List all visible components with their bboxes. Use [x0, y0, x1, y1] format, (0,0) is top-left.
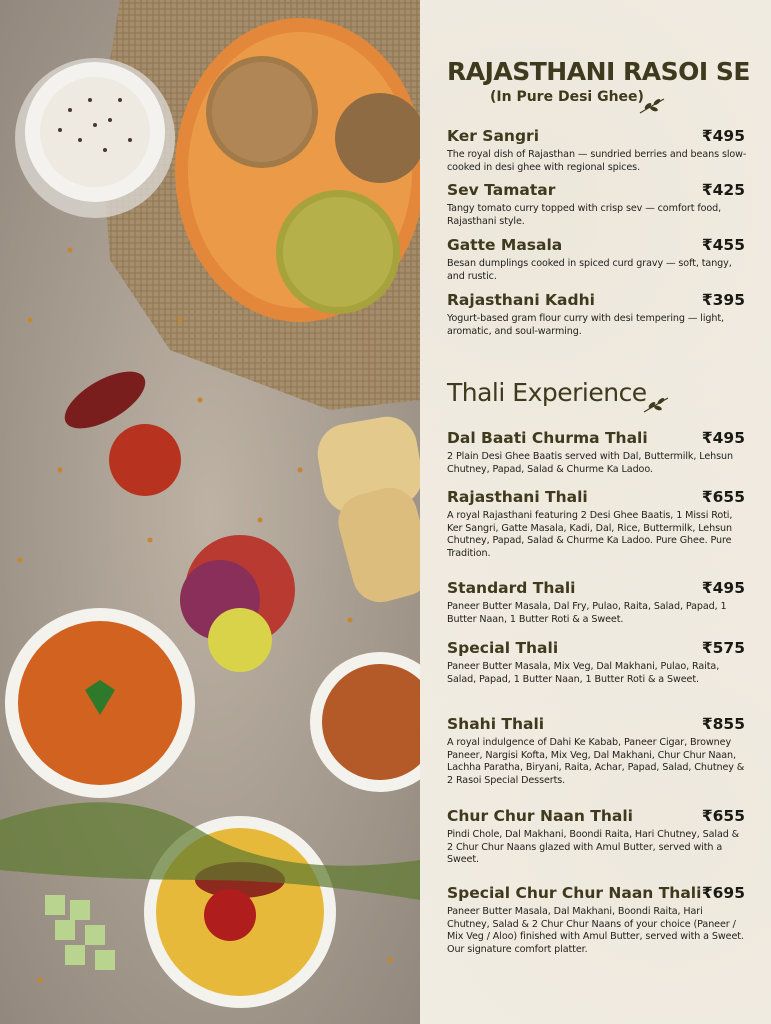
item-price: ₹425 [701, 181, 745, 199]
menu-item [447, 236, 747, 283]
menu-item [447, 639, 747, 686]
menu-panel [420, 0, 771, 1024]
menu-item [447, 488, 747, 560]
item-name: Gatte Masala [447, 236, 563, 254]
item-price: ₹455 [701, 236, 745, 254]
item-description: 2 Plain Desi Ghee Baatis served with Dal, Buttermilk, Lehsun Chutney, Papad, Salad & Churme Ka Ladoo. [447, 451, 733, 475]
item-description: A royal indulgence of Dahi Ke Kabab, Paneer Cigar, Browney Paneer, Nargisi Kofta, Mix Veg, Dal Makhani, Chur Chur Naan, Lachha Paratha, Biryani, Raita, Achar, Papad, Salad, Chutney & 2 Rasoi Special Desserts. [447, 737, 745, 786]
menu-item [447, 715, 747, 787]
item-price: ₹655 [701, 807, 745, 825]
item-price: ₹695 [701, 884, 745, 902]
item-description: Tangy tomato curry topped with crisp sev — comfort food, Rajasthani style. [447, 203, 722, 227]
item-name: Rajasthani Thali [447, 488, 588, 506]
item-name: Chur Chur Naan Thali [447, 807, 633, 825]
menu-item [447, 291, 747, 338]
section-subtitle: (In Pure Desi Ghee) [490, 89, 644, 105]
section-title-thali: Thali Experience [447, 378, 647, 407]
menu-item [447, 429, 747, 476]
item-name: Ker Sangri [447, 127, 540, 145]
item-price: ₹655 [701, 488, 745, 506]
item-name: Sev Tamatar [447, 181, 556, 199]
item-name: Dal Baati Churma Thali [447, 429, 648, 447]
menu-item [447, 884, 747, 956]
item-price: ₹495 [701, 579, 745, 597]
item-description: Yogurt-based gram flour curry with desi tempering — light, aromatic, and soul-warming. [447, 313, 724, 337]
item-description: Paneer Butter Masala, Mix Veg, Dal Makhani, Pulao, Raita, Salad, Papad, 1 Butter Naan, 1 Butter Roti & a Sweet. [447, 661, 720, 685]
item-name: Special Thali [447, 639, 559, 657]
item-name: Special Chur Chur Naan Thali [447, 884, 702, 902]
menu-item [447, 579, 747, 626]
item-price: ₹575 [701, 639, 745, 657]
menu-item [447, 127, 747, 174]
menu-item [447, 807, 747, 867]
item-price: ₹495 [701, 429, 745, 447]
leaf-icon [642, 396, 670, 414]
item-description: The royal dish of Rajasthan — sundried berries and beans slow-cooked in desi ghee with regional spices. [447, 149, 747, 173]
item-description: A royal Rajasthani featuring 2 Desi Ghee Baatis, 1 Missi Roti, Ker Sangri, Gatte Masala, Kadi, Dal, Rice, Buttermilk, Lehsun Chutney, Papad, Salad & Churme Ka Ladoo. Pure Ghee. Pure Tradition. [447, 510, 733, 559]
menu-item [447, 181, 747, 228]
item-description: Pindi Chole, Dal Makhani, Boondi Raita, Hari Chutney, Salad & 2 Chur Chur Naans glazed with Amul Butter, served with a Sweet. [447, 829, 740, 865]
item-name: Standard Thali [447, 579, 576, 597]
section-title-rajasthani: RAJASTHANI RASOI SE [447, 57, 750, 86]
leaf-icon [638, 97, 666, 115]
item-name: Shahi Thali [447, 715, 545, 733]
item-name: Rajasthani Kadhi [447, 291, 595, 309]
item-price: ₹395 [701, 291, 745, 309]
item-price: ₹495 [701, 127, 745, 145]
item-description: Paneer Butter Masala, Dal Makhani, Boondi Raita, Hari Chutney, Salad & 2 Chur Chur Naans of your choice (Paneer / Mix Veg / Aloo) finished with Amul Butter, served with a Sweet. Our signature comfort platter. [447, 906, 744, 955]
item-price: ₹855 [701, 715, 745, 733]
item-description: Paneer Butter Masala, Dal Fry, Pulao, Raita, Salad, Papad, 1 Butter Naan, 1 Butter Roti & a Sweet. [447, 601, 727, 625]
item-description: Besan dumplings cooked in spiced curd gravy — soft, tangy, and rustic. [447, 258, 732, 282]
